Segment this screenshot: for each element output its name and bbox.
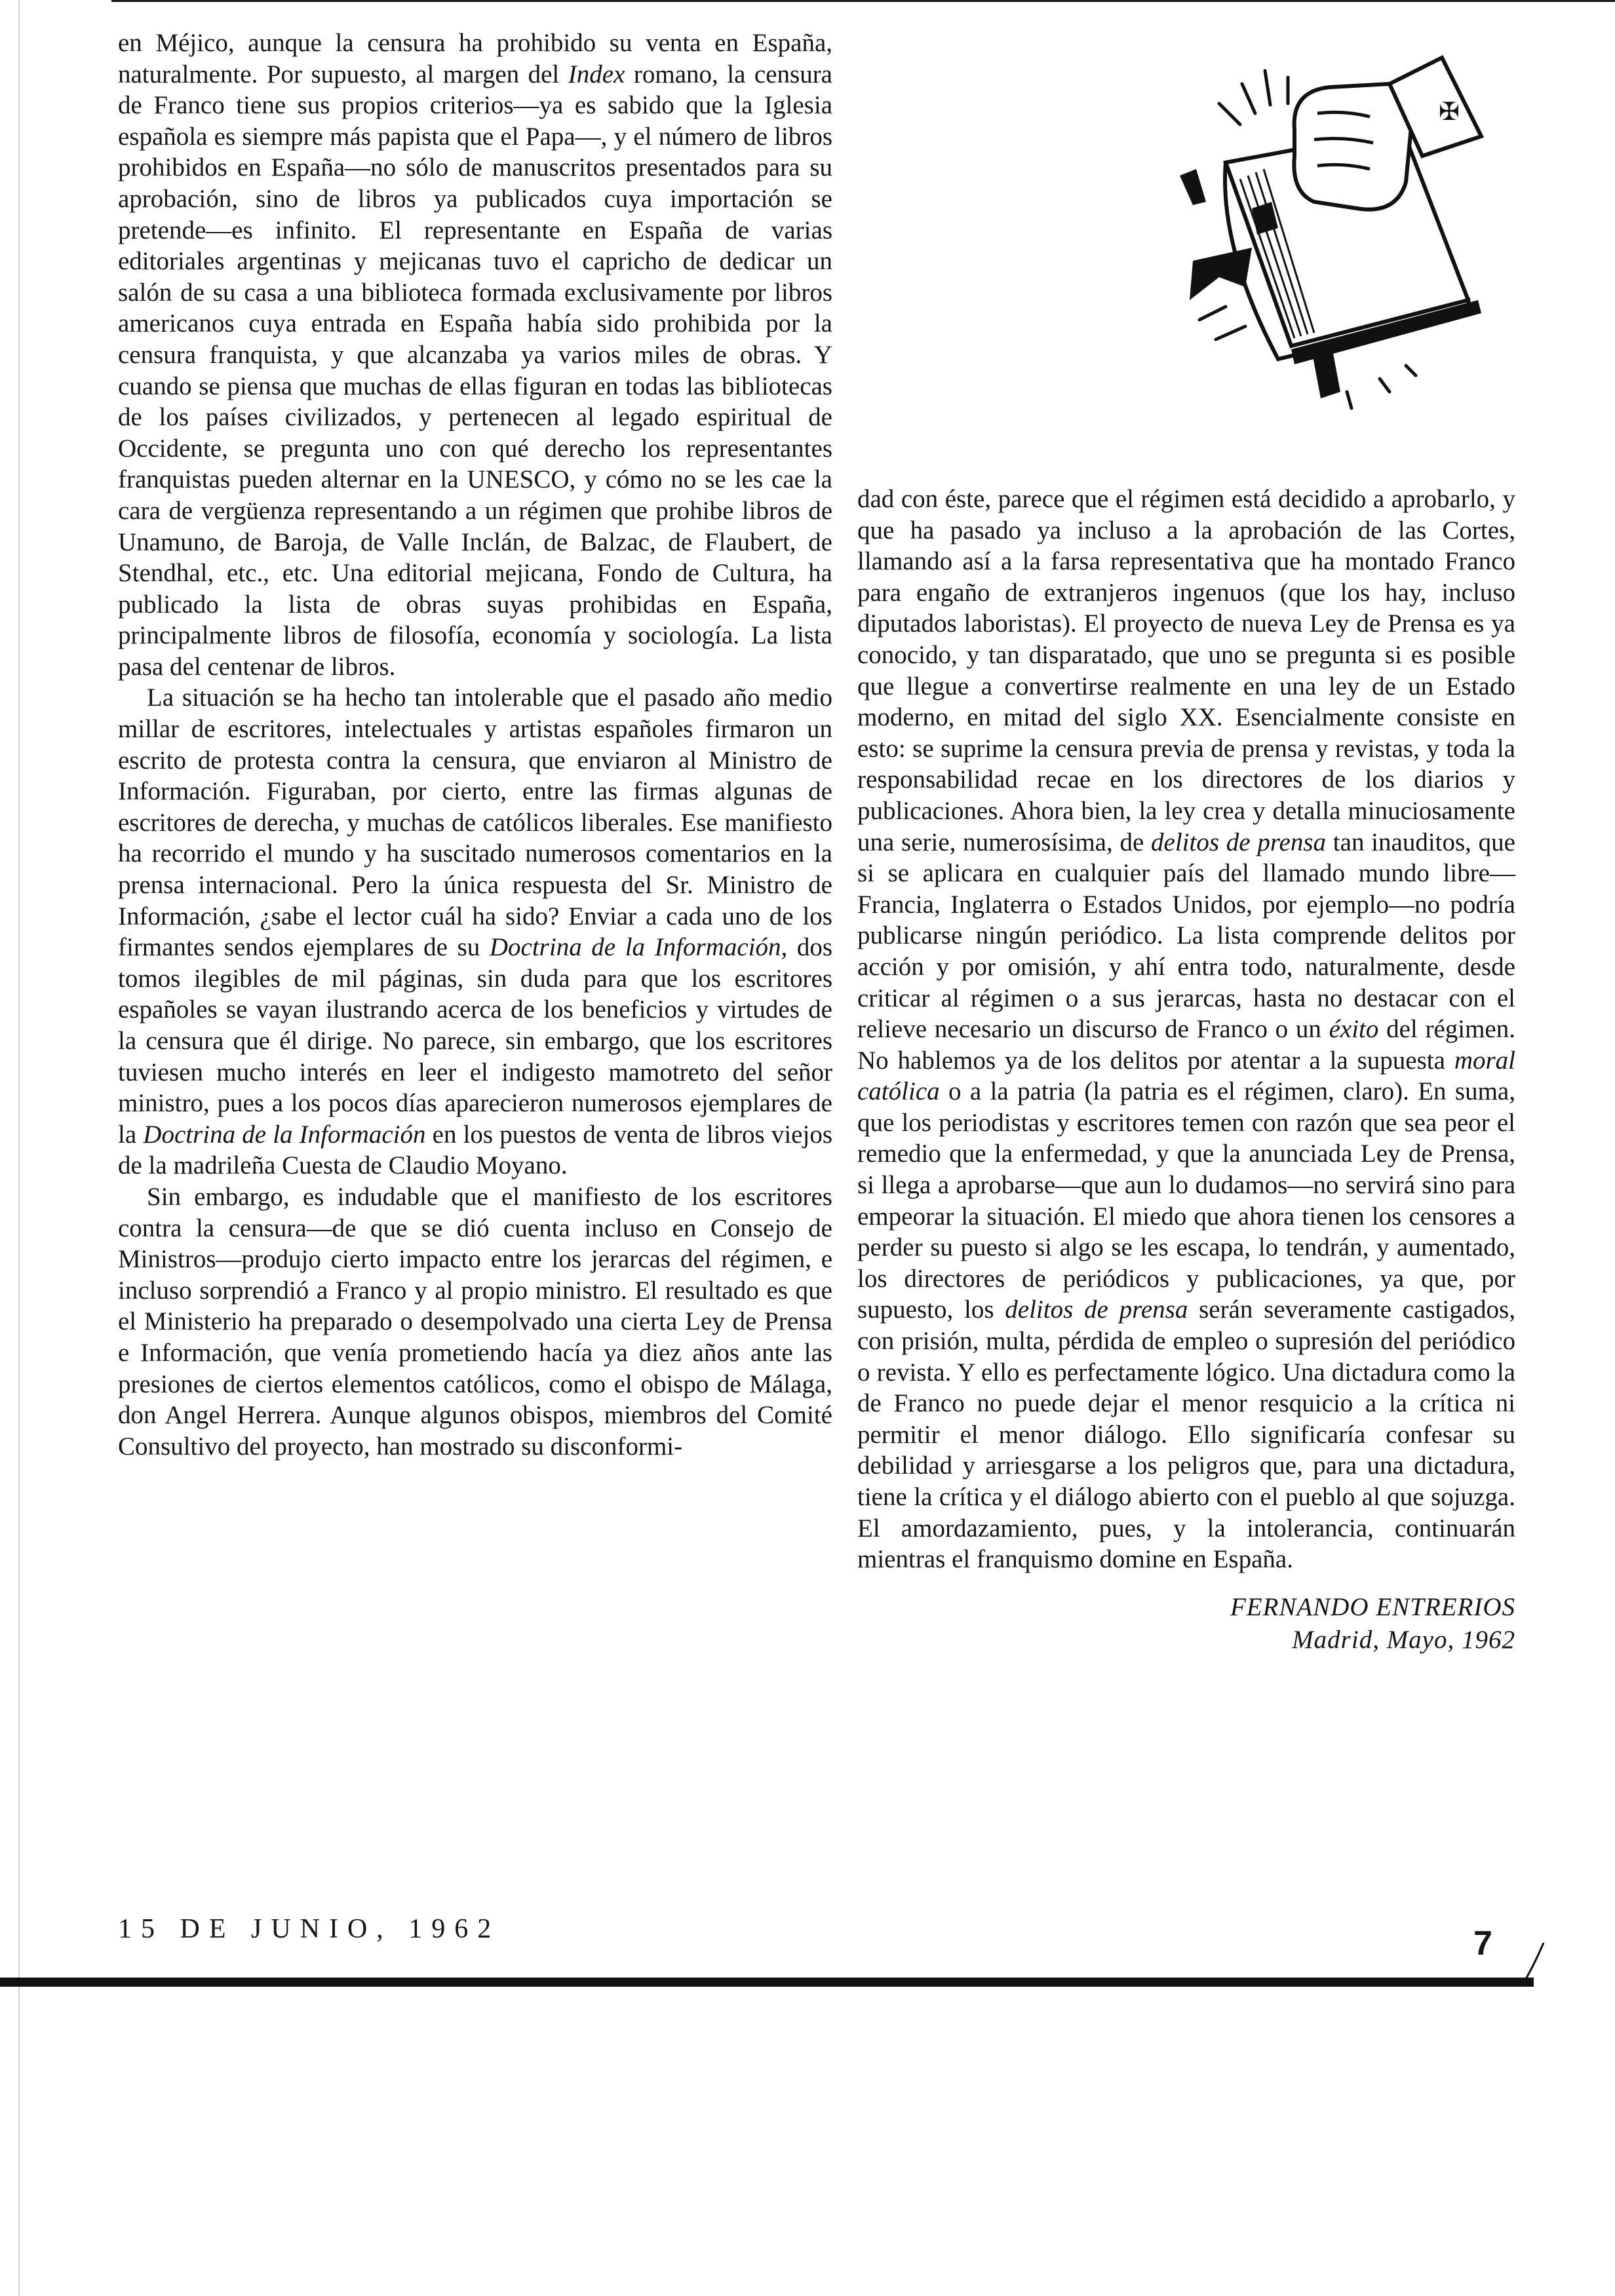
left-p1-c: romano, la censura de Franco tiene sus propios criterios—ya es sabido que la Iglesia española es siempre más papista que el Papa—, y el número de libros prohibidos en España—no sólo de manuscritos presentados para su aprobación, sino de libros ya publicados cuya importación se pretende—es infinito. El representante en España de varias editoriales argentinas y mejicanas tuvo el capricho de dedicar un salón de su casa a una biblioteca formada exclusivamente por libros americanos cuya entrada en España había sido prohibida por la censura franquista, y que alcanzaba ya varios miles de obras. Y cuando se piensa que muchas de ellas figuran en todas las bibliotecas de los países civilizados, y pertenecen al legado espiritual de Occidente, se pregunta uno con qué derecho los representantes franquistas pueden alternar en la UNESCO, y cómo no se les cae la cara de vergüenza representando a un régimen que prohibe libros de Unamuno, de Baroja, de Valle Inclán, de Balzac, de Flaubert, de Stendhal, etc., etc. Una editorial mejicana, Fondo de Cultura, ha publicado la lista de obras suyas prohibidas en España, principalmente libros de filosofía, economía y sociología. La lista pasa del centenar de libros. [118,60,832,681]
hand-stamping-book-icon [1180,51,1488,418]
doctrina-term-1: Doctrina de la Información, [489,933,788,962]
svg-text:✠: ✠ [1439,97,1460,126]
place-date: Madrid, Mayo, 1962 [1292,1625,1515,1654]
bottom-rule [0,1978,1534,1987]
signature-block [857,1591,1515,1656]
left-column [118,28,832,1462]
right-column [857,484,1515,1656]
doctrina-term-2: Doctrina de la Información [143,1120,426,1149]
delitos-term-1: delitos de prensa [1151,828,1327,856]
left-paragraph-2 [118,682,832,1181]
delitos-term-2: delitos de prensa [1005,1295,1188,1324]
left-p2-a: La situación se ha hecho tan intolerable que el pasado año medio millar de escritores, intelectuales y artistas españoles firmaron un escrito de protesta contra la censura, que enviaron al Ministro de Información. Figuraban, por cierto, entre las firmas algunas de escritores de derecha, y muchas de católicos liberales. Ese manifiesto ha recorrido el mundo y ha suscitado numerosos comentarios en la prensa internacional. Pero la única respuesta del Sr. Ministro de Información, ¿sabe el lector cuál ha sido? Enviar a cada uno de los firmantes sendos ejemplares de su [118,683,832,962]
left-p1-a: en Méjico, aunque la censura ha prohibido su venta en España, naturalmente. Por supuesto, al margen del [118,29,832,88]
pen-mark-icon [1521,1940,1547,1985]
right-p1-c: tan inauditos, que si se aplicara en cualquier país del llamado mundo libre—Francia, Inglaterra o Estados Unidos, por ejemplo—no podría publicarse ningún periódico. La lista comprende delitos por acción y por omisión, y ahí entra todo, naturalmente, desde criticar al régimen o a sus jerarcas, hasta no destacar con el relieve necesario un discurso de Franco o un [857,828,1515,1044]
right-p1-i: serán severamente castigados, con prisión, multa, pérdida de empleo o supresión del periódico o revista. Y ello es perfectamente lógico. Una dictadura como la de Franco no puede dejar el menor resquicio a la crítica ni permitir el menor diálogo. Ello significaría confesar su debilidad y arriesgarse a los peligros que, para una dictadura, tiene la crítica y el diálogo abierto con el pueblo al que sojuzga. El amordazamiento, pues, y la intolerancia, continuarán mientras el franquismo domine en España. [857,1295,1515,1574]
right-p1-g: o a la patria (la patria es el régimen, claro). En suma, que los periodistas y escritores temen con razón que sea peor el remedio que la enfermedad, y que la anunciada Ley de Prensa, si llega a aprobarse—que aun lo dudamos—no servirá sino para empeorar la situación. El miedo que ahora tienen los censores a perder su puesto si algo se les escapa, lo tendrán, y aumentado, los directores de periódicos y publicaciones, ya que, por supuesto, los [857,1077,1515,1324]
right-p1-a: dad con éste, parece que el régimen está decidido a aprobarlo, y que ha pasado ya incluso a la aprobación de las Cortes, llamando así a la farsa representativa que ha montado Franco para engaño de extranjeros ingenuos (que los hay, incluso diputados laboristas). El proyecto de nueva Ley de Prensa es ya conocido, y tan disparatado, que uno se pregunta si es posible que llegue a convertirse realmente en una ley de un Estado moderno, en mitad del siglo XX. Esencialmente consiste en esto: se suprime la censura previa de prensa y revistas, y toda la responsabilidad recae en los directores de los diarios y publicaciones. Ahora bien, la ley crea y detalla minuciosamente una serie, numerosísima, de [857,485,1515,856]
footer-date: 15 DE JUNIO, 1962 [118,1914,501,1944]
moral-catolica-term: moral católica [857,1046,1515,1106]
top-rule [111,0,1615,2]
left-paragraph-3: Sin embargo, es indudable que el manifiesto de los escritores contra la censura—de que se dió cuenta incluso en Consejo de Ministros—produjo cierto impacto entre los jerarcas del régimen, e incluso sorprendió a Franco y al propio ministro. El resultado es que el Ministerio ha preparado o desempolvado una cierta Ley de Prensa e Información, que venía prometiendo hacía ya diez años ante las presiones de ciertos elementos católicos, como el obispo de Málaga, don Angel Herrera. Aunque algunos obispos, miembros del Comité Consultivo del proyecto, han mostrado su disconformi- [118,1182,832,1461]
index-term: Index [568,60,625,88]
left-p2-e: en los puestos de venta de libros viejos de la madrileña Cuesta de Claudio Moyano. [118,1120,832,1180]
left-paragraph-1 [118,28,832,682]
left-p2-c: dos tomos ilegibles de mil páginas, sin duda para que los escritores españoles se vayan ilustrando acerca de los beneficios y virtudes de la censura que él dirige. No parece, sin embargo, que los escritores tuviesen mucho interés en leer el indigesto mamotreto del señor ministro, pues a los pocos días aparecieron numerosos ejemplares de la [118,933,833,1149]
scan-edge-line [18,0,20,2296]
author-name: FERNANDO ENTRERIOS [1230,1592,1515,1621]
page-number: 7 [1473,1924,1492,1962]
right-p1-e: del régimen. No hablemos ya de los delitos por atentar a la supuesta [857,1015,1515,1075]
right-paragraph-1 [857,484,1515,1575]
exito-term: éxito [1329,1015,1379,1044]
